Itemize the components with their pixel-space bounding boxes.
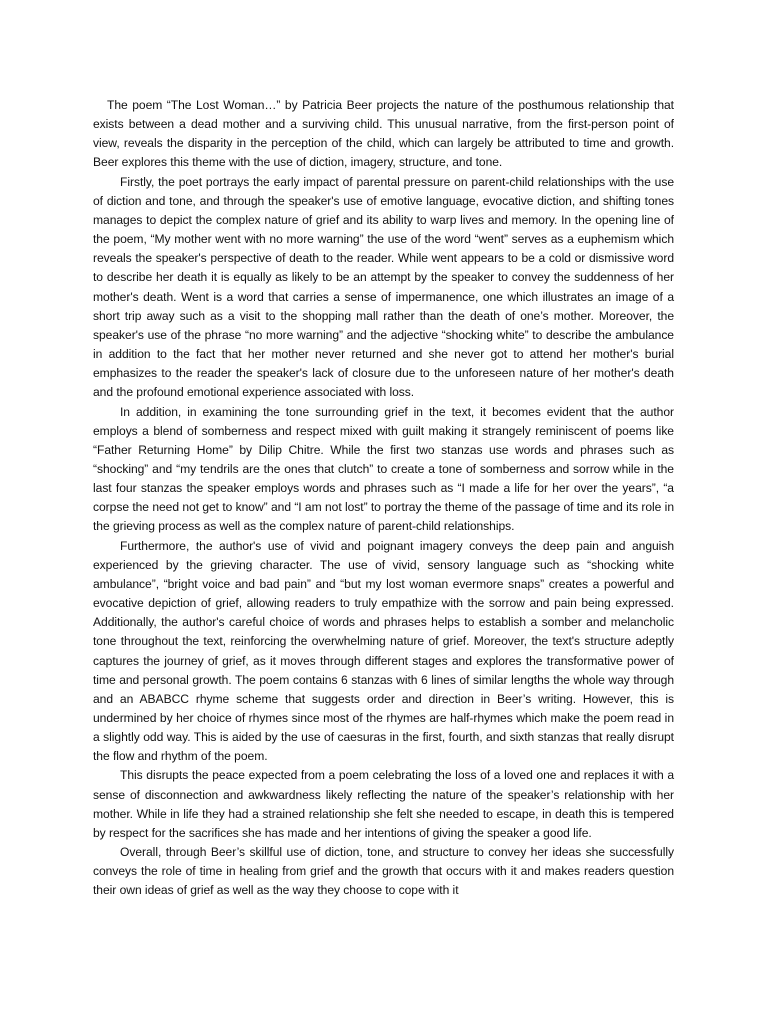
document-body xyxy=(93,96,674,901)
paragraph-conclusion: Overall, through Beer’s skillful use of diction, tone, and structure to convey her ideas she successfully conveys the role of time in healing from grief and the growth that occurs with it and makes readers question their own ideas of grief as well as the way they choose to cope with it xyxy=(93,845,674,898)
paragraph-tone-grief: In addition, in examining the tone surrounding grief in the text, it becomes evident that the author employs a blend of somberness and respect mixed with guilt making it strangely reminiscent of poems like “Father Returning Home” by Dilip Chitre. While the first two stanzas use words and phrases such as “shocking” and “my tendrils are the ones that clutch” to create a tone of somberness and sorrow while in the last four stanzas the speaker employs words and phrases such as “I made a life for her over the years”, “a corpse the need not get to know” and “I am not lost” to portray the theme of the passage of time and its role in the grieving process as well as the complex nature of parent-child relationships. xyxy=(93,404,674,534)
paragraph-disruption: This disrupts the peace expected from a poem celebrating the loss of a loved one and replaces it with a sense of disconnection and awkwardness likely reflecting the nature of the speaker’s relationship with her mother. While in life they had a strained relationship she felt she needed to escape, in death this is tempered by respect for the sacrifices she has made and her intentions of giving the speaker a good life. xyxy=(93,768,674,840)
paragraph-imagery-structure: Furthermore, the author's use of vivid and poignant imagery conveys the deep pain and anguish experienced by the grieving character. The use of vivid, sensory language such as “shocking white ambulance”, “bright voice and bad pain” and “but my lost woman evermore snaps” creates a powerful and evocative depiction of grief, allowing readers to truly empathize with the sorrow and pain being expressed. Additionally, the author's careful choice of words and phrases helps to establish a somber and melancholic tone throughout the text, reinforcing the overwhelming nature of grief. Moreover, the text's structure adeptly captures the journey of grief, as it moves through different stages and explores the transformative power of time and personal growth. The poem contains 6 stanzas with 6 lines of similar lengths the whole way through and an ABABCC rhyme scheme that suggests order and direction in Beer’s writing. However, this is undermined by her choice of rhymes since most of the rhymes are half-rhymes which make the poem read in a slightly odd way. This is aided by the use of caesuras in the first, fourth, and sixth stanzas that really disrupt the flow and rhythm of the poem. xyxy=(93,538,674,764)
paragraph-introduction: The poem “The Lost Woman…” by Patricia Beer projects the nature of the posthumous relationship that exists between a dead mother and a surviving child. This unusual narrative, from the first-person point of view, reveals the disparity in the perception of the child, which can largely be attributed to time and growth. Beer explores this theme with the use of diction, imagery, structure, and tone. xyxy=(93,98,674,170)
paragraph-diction-tone: Firstly, the poet portrays the early impact of parental pressure on parent-child relationships with the use of diction and tone, and through the speaker's use of emotive language, evocative diction, and shifting tones manages to depict the complex nature of grief and its ability to warp lives and memory. In the opening line of the poem, “My mother went with no more warning” the use of the word “went” serves as a euphemism which reveals the speaker's perspective of death to the reader. While went appears to be a cold or dismissive word to describe her death it is equally as likely to be an attempt by the speaker to convey the suddenness of her mother's death. Went is a word that carries a sense of impermanence, one which illustrates an image of a short trip away such as a visit to the shopping mall rather than the death of one’s mother. Moreover, the speaker's use of the phrase “no more warning” and the adjective “shocking white” to describe the ambulance in addition to the fact that her mother never returned and she never got to attend her mother's burial emphasizes to the reader the speaker's lack of closure due to the unforeseen nature of her mother's death and the profound emotional experience associated with loss. xyxy=(93,174,674,400)
